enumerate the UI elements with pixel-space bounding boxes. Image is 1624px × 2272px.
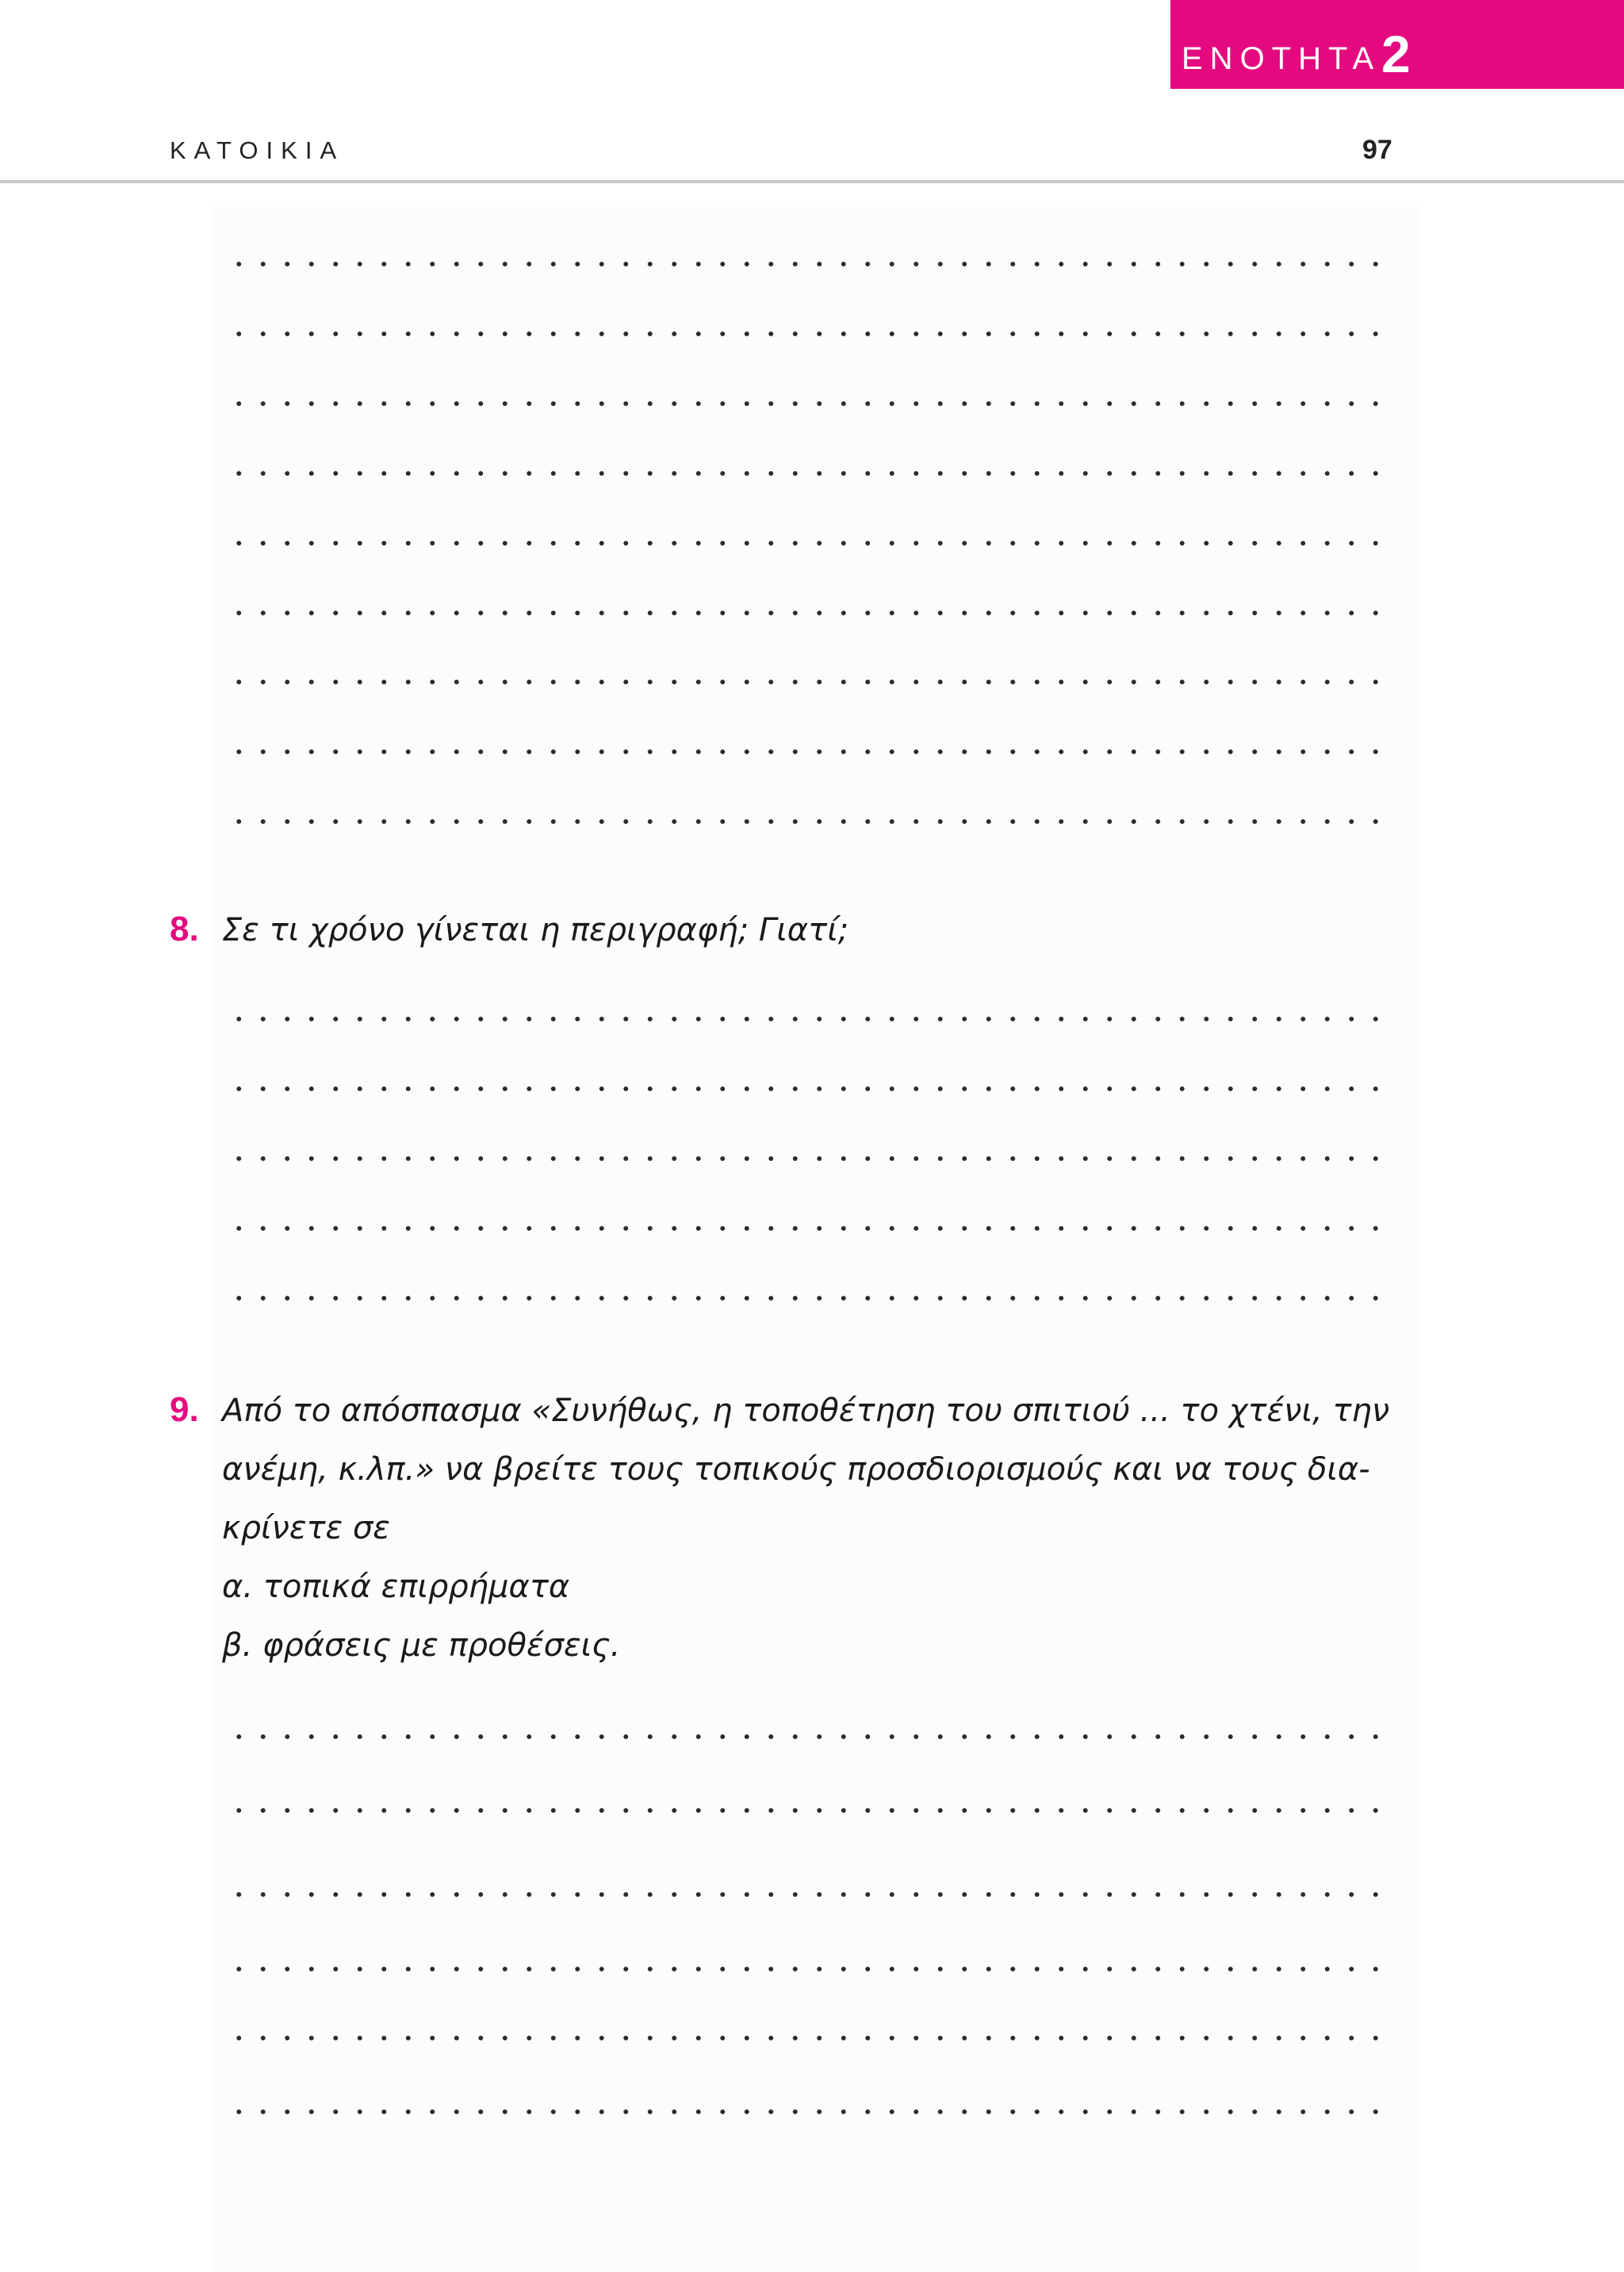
question-text-line: Από το απόσπασμα «Συνήθως, η τοποθέτηση του σπιτιού ... το χτένι, την xyxy=(222,1393,1390,1429)
sub-item-b: β. φράσεις με προθέσεις. xyxy=(222,1627,621,1664)
question-text-line: ανέμη, κ.λπ.» να βρείτε τους τοπικούς προσδιορισμούς και να τους δια- xyxy=(222,1451,1370,1488)
page-number: 97 xyxy=(1362,135,1392,165)
answer-dotted-line[interactable] xyxy=(227,262,1389,266)
answer-dotted-line[interactable] xyxy=(227,2036,1389,2040)
answer-dotted-line[interactable] xyxy=(227,680,1389,684)
question-text-line: κρίνετε σε xyxy=(222,1510,390,1546)
answer-dotted-line[interactable] xyxy=(227,1226,1389,1231)
unit-number: 2 xyxy=(1381,25,1411,83)
unit-tab xyxy=(1170,0,1624,89)
answer-dotted-line[interactable] xyxy=(227,1892,1389,1897)
answer-dotted-line[interactable] xyxy=(227,1967,1389,1971)
answer-dotted-line[interactable] xyxy=(227,819,1389,824)
sub-item-a: α. τοπικά επιρρήματα xyxy=(222,1569,570,1605)
answer-dotted-line[interactable] xyxy=(227,331,1389,336)
header-rule xyxy=(0,180,1624,183)
answer-dotted-line[interactable] xyxy=(227,1296,1389,1301)
answer-dotted-line[interactable] xyxy=(227,1734,1389,1739)
question-number: 8. xyxy=(170,910,199,948)
answer-dotted-line[interactable] xyxy=(227,1156,1389,1161)
answer-dotted-line[interactable] xyxy=(227,471,1389,476)
answer-dotted-line[interactable] xyxy=(227,1017,1389,1021)
answer-dotted-line[interactable] xyxy=(227,401,1389,406)
answer-dotted-line[interactable] xyxy=(227,1086,1389,1091)
unit-label: ΕΝΟΤΗΤΑ xyxy=(1182,41,1381,76)
answer-dotted-line[interactable] xyxy=(227,749,1389,754)
answer-dotted-line[interactable] xyxy=(227,2109,1389,2114)
answer-dotted-line[interactable] xyxy=(227,541,1389,546)
answer-dotted-line[interactable] xyxy=(227,611,1389,615)
answer-area xyxy=(213,206,1421,2272)
question-number: 9. xyxy=(170,1390,199,1429)
question-text: Σε τι χρόνο γίνεται η περιγραφή; Γιατί; xyxy=(222,912,849,948)
answer-dotted-line[interactable] xyxy=(227,1808,1389,1813)
running-title: ΚΑΤΟΙΚΙΑ xyxy=(170,136,345,164)
